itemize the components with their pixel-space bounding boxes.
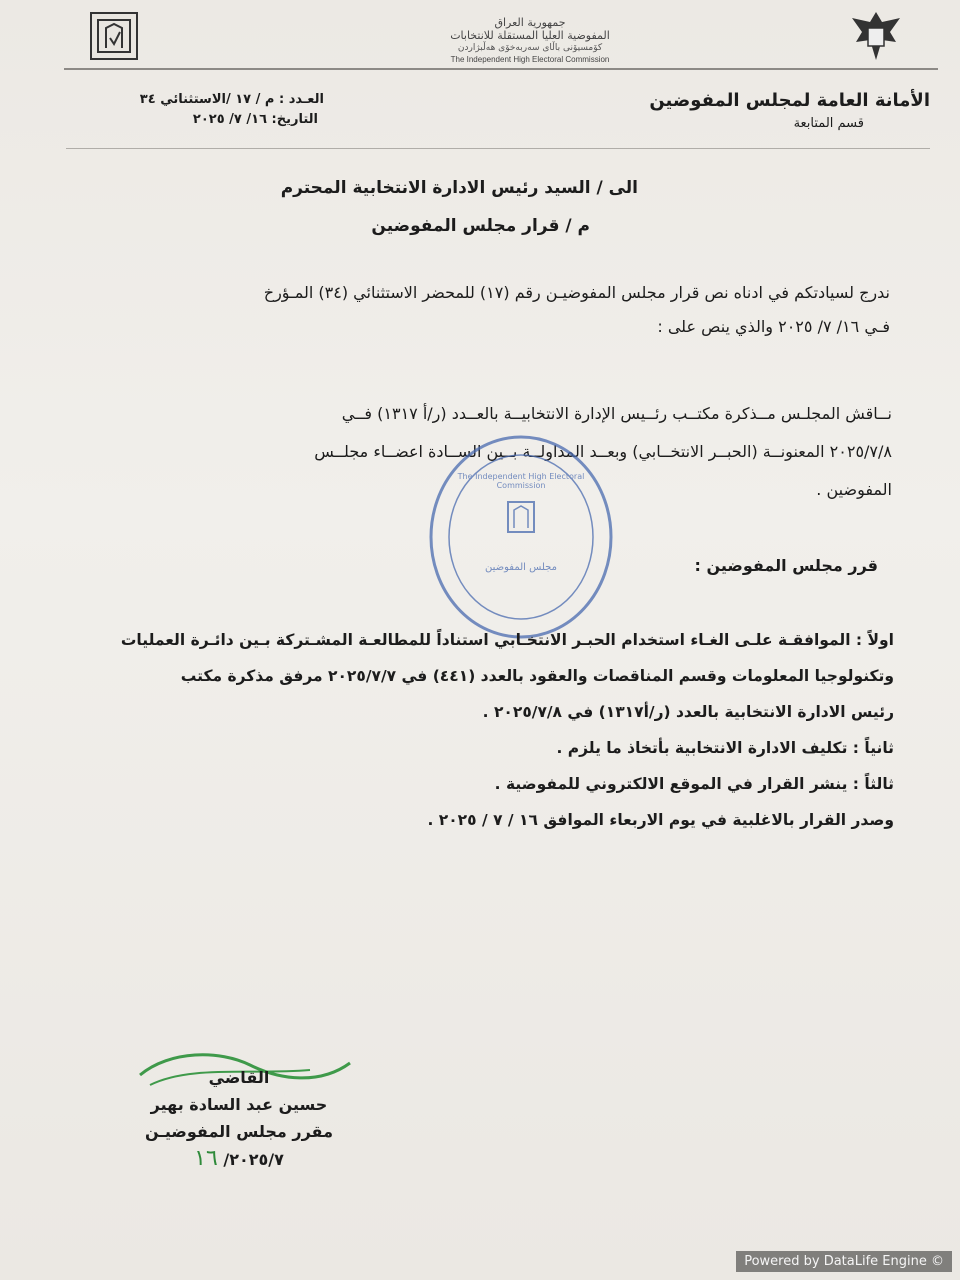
decision-item: ثالثاً : ينشر القرار في الموقع الالكتروني للمفوضية . <box>494 775 894 793</box>
signature-date-handwritten: ١٦ <box>194 1146 218 1171</box>
signature-date-printed: ٢٠٢٥/٧/ <box>223 1150 284 1169</box>
org-name-arabic: المفوضية العليا المستقلة للانتخابات <box>450 29 610 42</box>
discussion-line: نــاقش المجلـس مــذكرة مكتــب رئــيس الإدارة الانتخابيــة بالعــدد (ر/أ ١٣١٧) فــي <box>341 404 892 423</box>
iraq-emblem-icon <box>846 8 906 64</box>
decision-item: وتكنولوجيا المعلومات وقسم المناقصات والعقود بالعدد (٤٤١) في ٢٠٢٥/٧/٧ مرفق مذكرة مكتب <box>180 667 894 685</box>
org-country: جمهورية العراق <box>494 16 566 29</box>
intro-line: ندرج لسيادتكم في ادناه نص قرار مجلس المفوضيـن رقم (١٧) للمحضر الاستثنائي (٣٤) المـؤرخ <box>263 283 890 302</box>
decision-item: ثانياً : تكليف الادارة الانتخابية بأتخاذ ما يلزم . <box>556 739 894 757</box>
signature-date <box>124 1145 354 1173</box>
subject: م / قرار مجلس المفوضين <box>371 216 590 236</box>
org-name-kurdish: كۆمسیۆنی باڵای سەربەخۆی هەڵبژاردن <box>457 43 603 53</box>
decision-item: رئيس الادارة الانتخابية بالعدد (ر/أ١٣١٧) في ٢٠٢٥/٧/٨ . <box>482 703 894 721</box>
org-name-english: The Independent High Electoral Commission <box>450 55 610 64</box>
official-stamp <box>426 432 616 642</box>
decision-item: وصدر القرار بالاغلبية في يوم الاربعاء الموافق ١٦ / ٧ / ٢٠٢٥ . <box>427 811 894 829</box>
organization-header <box>380 16 680 65</box>
addressee: الى / السيد رئيس الادارة الانتخابية المحترم <box>280 178 638 198</box>
discussion-line: المفوضين . <box>816 480 892 499</box>
signatory-role: مقرر مجلس المفوضيـن <box>145 1122 333 1141</box>
decision-heading: قرر مجلس المفوضين : <box>694 556 878 575</box>
stamp-arabic: مجلس المفوضين <box>484 562 557 573</box>
department-name: قسم المتابعة <box>793 116 864 131</box>
document-number: العـدد : م / ١٧ /الاستثنائي ٣٤ <box>139 92 324 107</box>
general-secretariat: الأمانة العامة لمجلس المفوضين <box>649 90 930 111</box>
header-subrule <box>66 148 930 149</box>
document-date: التاريخ: ١٦/ ٧/ ٢٠٢٥ <box>192 112 318 127</box>
intro-line: فـي ١٦/ ٧/ ٢٠٢٥ والذي ينص على : <box>657 317 890 336</box>
signatory-title: القاضي <box>208 1068 270 1087</box>
footer-credit: Powered by DataLife Engine © <box>736 1251 952 1272</box>
stamp-english: The Independent High Electoral Commission <box>457 472 585 490</box>
signature-block <box>124 1064 354 1173</box>
header-rule <box>64 68 938 70</box>
intro-paragraph <box>120 276 890 344</box>
decision-item: اولاً : الموافقـة علـى الغـاء استخدام الحبـر الانتخـابي استناداً للمطالعـة المشـتركة بـين دائـرة العمليات <box>120 631 894 649</box>
commission-logo-icon <box>90 12 138 60</box>
decision-items <box>94 622 894 838</box>
discussion-line: ٢٠٢٥/٧/٨ المعنونــة (الحبــر الانتخــابي) وبعــد المداولــة بــين الســادة اعضــاء مجلــس <box>314 442 892 461</box>
signatory-name: حسين عبد السادة بهير <box>150 1095 328 1114</box>
